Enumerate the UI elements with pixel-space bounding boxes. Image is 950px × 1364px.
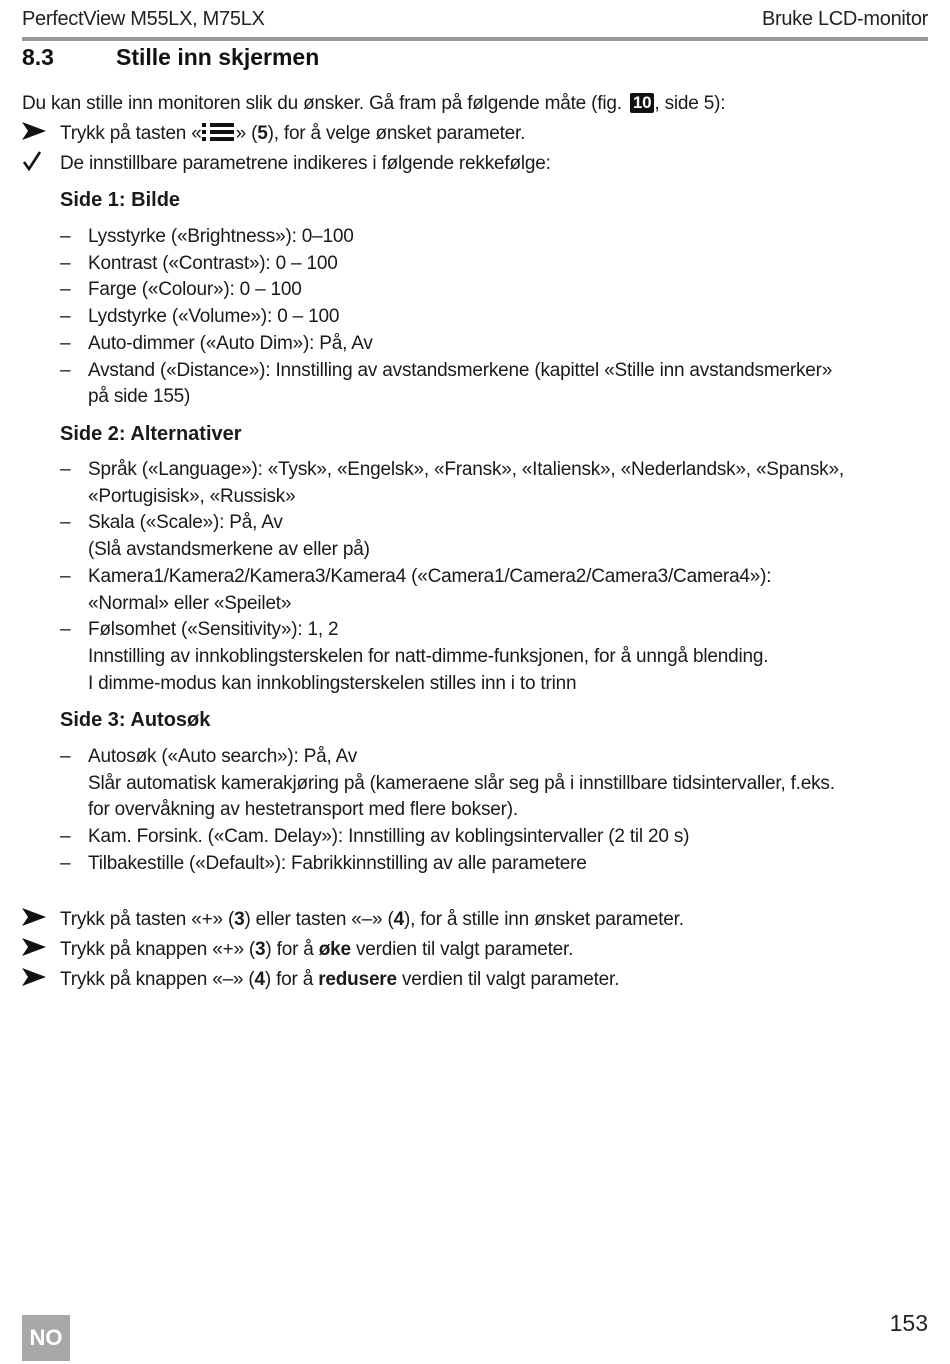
dash-bullet: –: [60, 306, 71, 328]
dash-bullet: –: [60, 459, 71, 480]
step-decrease-value: [60, 966, 619, 993]
list-item: [60, 617, 930, 697]
page2-list: [60, 457, 930, 697]
page-number: 153: [889, 1310, 928, 1336]
list-item-line: Kamera1/Kamera2/Kamera3/Kamera4 («Camera1/Camera2/Camera3/Camera4»):: [88, 565, 772, 587]
section-heading: Stille inn skjermen: [116, 44, 320, 70]
dash-bullet: –: [60, 746, 71, 767]
step1-text: Trykk på tasten «: [60, 123, 202, 144]
list-item-line: Auto-dimmer («Auto Dim»): På, Av: [88, 332, 373, 354]
key-number: 4: [393, 909, 404, 930]
list-item-line: «Normal» eller «Speilet»: [88, 592, 292, 614]
dash-bullet: –: [60, 279, 71, 301]
step1-text-end: ), for å velge ønsket parameter.: [267, 123, 526, 144]
section-number: 8.3: [22, 44, 54, 70]
step2-text: Trykk på tasten «+» (: [60, 909, 235, 930]
step-increase-value: [60, 936, 573, 963]
key-number: 4: [254, 969, 265, 990]
step1-text-open: » (: [235, 123, 258, 144]
page-header: [22, 8, 928, 34]
emphasis-word: øke: [318, 939, 351, 960]
parameters-intro: De innstillbare parametrene indikeres i følgende rekkefølge:: [60, 153, 551, 174]
header-rule: [22, 37, 928, 41]
list-item-line: Språk («Language»): «Tysk», «Engelsk», «Fransk», «Italiensk», «Nederlandsk», «Spansk»,: [88, 459, 844, 480]
list-item-line: Kam. Forsink. («Cam. Delay»): Innstilling av koblingsintervaller (2 til 20 s): [88, 826, 690, 848]
list-item: [60, 331, 930, 358]
step-set-parameter: [60, 906, 684, 933]
list-item-line: Avstand («Distance»): Innstilling av avstandsmerkene (kapittel «Stille inn avstandsmerker»: [88, 359, 833, 381]
step-select-parameter: [60, 120, 525, 147]
step-arrow-icon: [22, 967, 46, 994]
list-item: [60, 224, 930, 251]
step-arrow-icon: [22, 121, 46, 148]
step-arrow-icon: [22, 907, 46, 934]
list-item-line: Innstilling av innkoblingsterskelen for natt-dimme-funksjonen, for å unngå blending.: [88, 645, 769, 667]
header-product: PerfectView M55LX, M75LX: [22, 8, 265, 30]
dash-bullet: –: [60, 619, 71, 641]
list-item: [60, 457, 930, 510]
page3-list: [60, 744, 930, 878]
list-item: [60, 251, 930, 278]
key-number: 5: [257, 123, 268, 144]
list-item: [60, 851, 930, 878]
list-item-line: på side 155): [88, 386, 191, 408]
step3-text: Trykk på knappen «+» (: [60, 939, 256, 960]
list-item-line: Farge («Colour»): 0 – 100: [88, 279, 302, 301]
dash-bullet: –: [60, 826, 71, 848]
list-item-line: I dimme-modus kan innkoblingsterskelen stilles inn i to trinn: [88, 672, 577, 694]
step3-text-end: verdien til valgt parameter.: [350, 939, 574, 960]
page3-heading: Side 3: Autosøk: [60, 709, 211, 731]
intro-text: Du kan stille inn monitoren slik du ønsker. Gå fram på følgende måte (fig.: [22, 93, 622, 114]
step2-text-mid: ) eller tasten «–» (: [244, 909, 394, 930]
page2-heading: Side 2: Alternativer: [60, 423, 242, 445]
section-title: [22, 44, 319, 71]
key-number: 3: [234, 909, 245, 930]
list-item: [60, 304, 930, 331]
header-chapter: Bruke LCD-monitor: [761, 8, 928, 30]
step3-text-mid: ) for å: [265, 939, 319, 960]
list-item: [60, 564, 930, 617]
list-item-line: Autosøk («Auto search»): På, Av: [88, 746, 358, 767]
list-item-line: Slår automatisk kamerakjøring på (kameraene slår seg på i innstillbare tidsintervaller, f.eks.: [88, 772, 835, 794]
list-item-line: for overvåkning av hestetransport med flere bokser).: [88, 799, 518, 821]
dash-bullet: –: [60, 332, 71, 354]
list-item-line: Kontrast («Contrast»): 0 – 100: [88, 252, 338, 274]
list-item: [60, 824, 930, 851]
figure-reference: 10: [630, 93, 655, 113]
step4-text: Trykk på knappen «–» (: [60, 969, 255, 990]
menu-icon: [202, 122, 236, 142]
intro-text-end: , side 5):: [654, 93, 726, 114]
intro-paragraph: [22, 90, 725, 117]
dash-bullet: –: [60, 252, 71, 274]
list-item: [60, 358, 930, 411]
key-number: 3: [255, 939, 266, 960]
step4-text-mid: ) for å: [264, 969, 319, 990]
page1-heading: Side 1: Bilde: [60, 189, 181, 211]
list-item: [60, 510, 930, 563]
list-item-line: Følsomhet («Sensitivity»): 1, 2: [88, 619, 339, 641]
dash-bullet: –: [60, 359, 71, 381]
step-arrow-icon: [22, 937, 46, 964]
emphasis-word: redusere: [318, 969, 397, 990]
step2-text-end: ), for å stille inn ønsket parameter.: [403, 909, 684, 930]
list-item: [60, 744, 930, 824]
page1-list: [60, 224, 930, 411]
dash-bullet: –: [60, 226, 71, 247]
list-item-line: Skala («Scale»): På, Av: [88, 512, 283, 534]
list-item-line: Lysstyrke («Brightness»): 0–100: [88, 226, 354, 247]
checkmark-icon: [22, 150, 42, 180]
list-item-line: (Slå avstandsmerkene av eller på): [88, 539, 370, 561]
list-item: [60, 277, 930, 304]
dash-bullet: –: [60, 565, 71, 587]
dash-bullet: –: [60, 512, 71, 534]
list-item-line: «Portugisisk», «Russisk»: [88, 485, 296, 507]
language-tab: NO: [22, 1315, 70, 1361]
list-item-line: Lydstyrke («Volume»): 0 – 100: [88, 306, 340, 328]
step4-text-end: verdien til valgt parameter.: [396, 969, 620, 990]
dash-bullet: –: [60, 852, 71, 874]
list-item-line: Tilbakestille («Default»): Fabrikkinnstilling av alle parametere: [88, 852, 587, 874]
